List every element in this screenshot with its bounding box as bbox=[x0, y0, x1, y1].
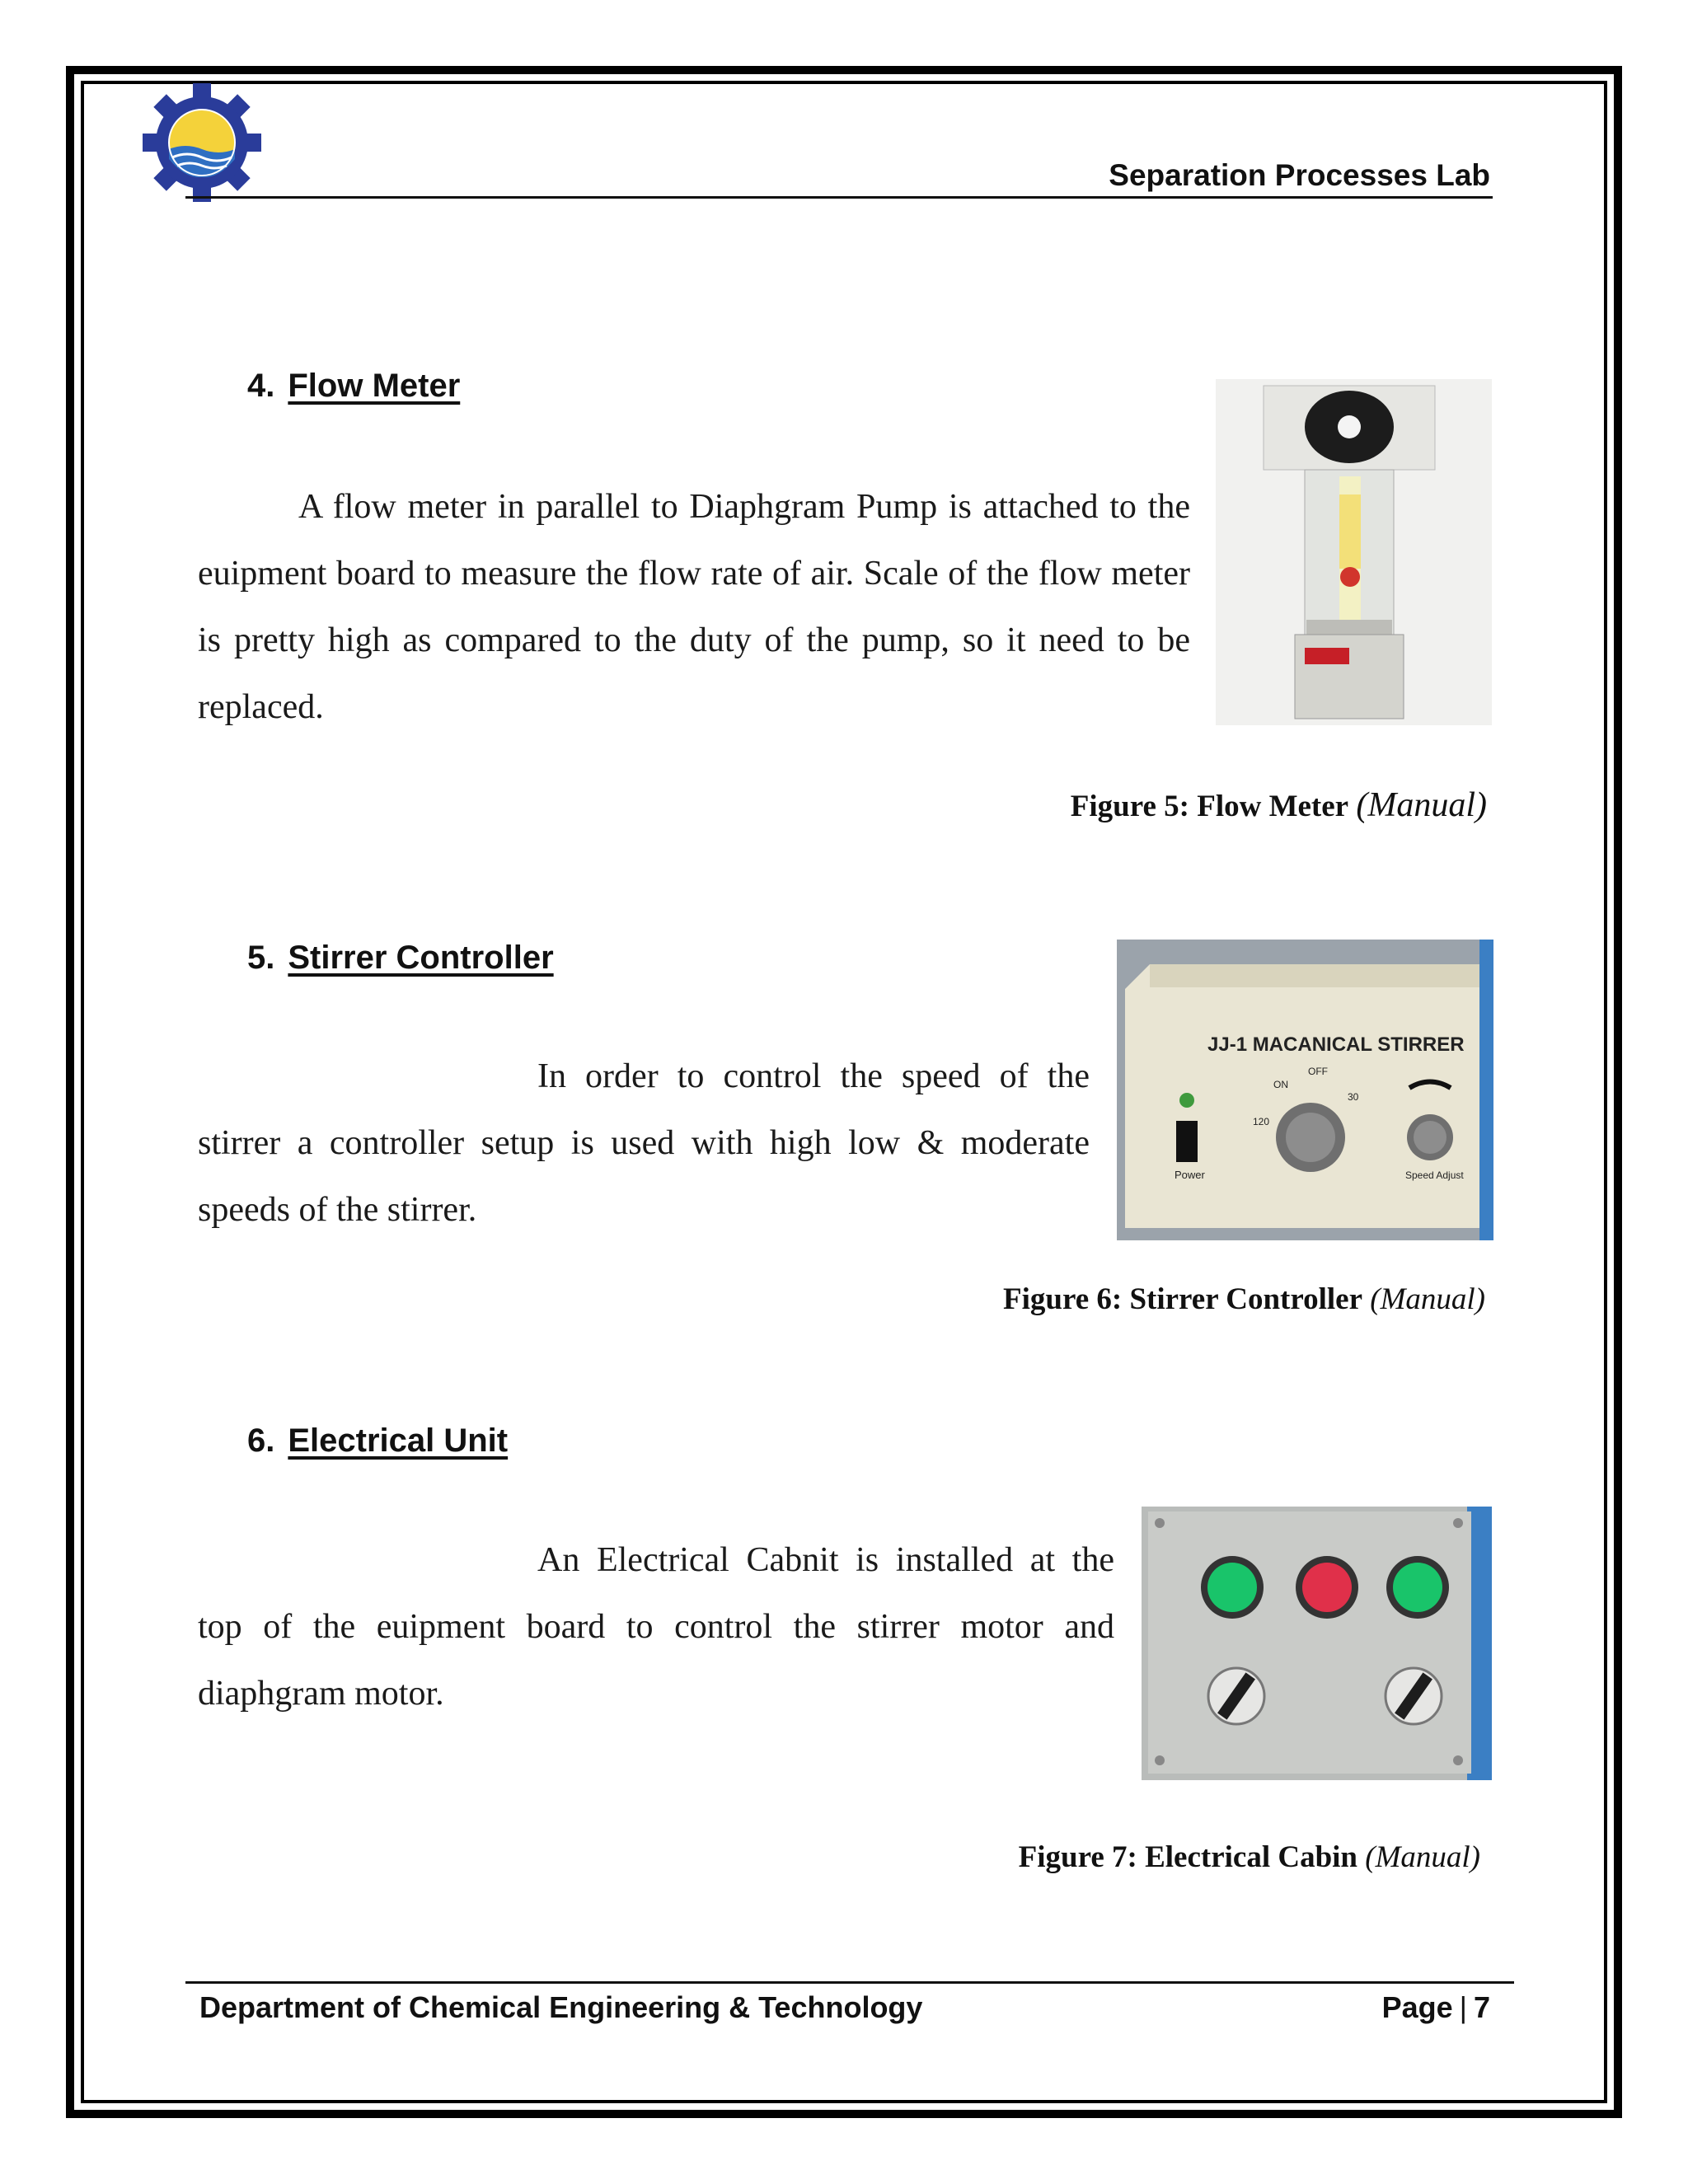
stirrer-off-label: OFF bbox=[1308, 1066, 1328, 1077]
figure-5-caption bbox=[1071, 785, 1487, 825]
page-label: Page bbox=[1381, 1990, 1453, 2024]
flow-meter-photo bbox=[1216, 379, 1492, 725]
page-number: 7 bbox=[1473, 1990, 1490, 2024]
section-title: Flow Meter bbox=[288, 368, 461, 404]
section-title: Stirrer Controller bbox=[288, 940, 554, 976]
stirrer-controller-photo bbox=[1117, 940, 1493, 1240]
figure-7-caption bbox=[1019, 1840, 1480, 1875]
university-logo bbox=[140, 81, 264, 204]
figure-note: (Manual) bbox=[1370, 1282, 1485, 1316]
stirrer-power-label: Power bbox=[1175, 1169, 1205, 1181]
electrical-unit-paragraph: An Electrical Cabnit is installed at the top of the euipment board to control the stirrer motor and diaphgram motor. bbox=[198, 1541, 1114, 1713]
stirrer-mark-30: 30 bbox=[1348, 1091, 1359, 1103]
section-number: 5. bbox=[247, 940, 275, 976]
stirrer-mark-120: 120 bbox=[1253, 1116, 1270, 1127]
flow-meter-paragraph: A flow meter in parallel to Diaphgram Pump is attached to the euipment board to measure the flow rate of air. Scale of the flow meter is pretty high as compared to the duty of the pump, so it need to be replaced. bbox=[198, 488, 1190, 726]
stirrer-on-label: ON bbox=[1273, 1079, 1288, 1090]
header-title: Separation Processes Lab bbox=[1109, 158, 1490, 192]
electrical-cabin-photo bbox=[1142, 1507, 1492, 1780]
footer-department: Department of Chemical Engineering & Technology bbox=[199, 1990, 923, 2024]
stirrer-brand-text: JJ-1 MACANICAL STIRRER bbox=[1207, 1033, 1465, 1056]
stirrer-controller-paragraph: In order to control the speed of the stirrer a controller setup is used with high low & moderate speeds of the stirrer. bbox=[198, 1057, 1090, 1229]
section-number: 6. bbox=[247, 1422, 275, 1459]
stirrer-speed-label: Speed Adjust bbox=[1405, 1169, 1464, 1181]
section-heading-stirrer-controller bbox=[247, 940, 554, 977]
figure-label: Figure 5: Flow Meter bbox=[1070, 790, 1349, 823]
footer-rule bbox=[185, 1981, 1514, 1984]
section-title: Electrical Unit bbox=[288, 1422, 509, 1459]
footer-page-number bbox=[1382, 1990, 1490, 2025]
figure-6-caption bbox=[1003, 1282, 1485, 1317]
section-heading-electrical-unit bbox=[247, 1422, 508, 1460]
header-rule bbox=[185, 196, 1493, 199]
figure-note: (Manual) bbox=[1356, 786, 1487, 824]
figure-note: (Manual) bbox=[1365, 1840, 1480, 1874]
section-number: 4. bbox=[247, 368, 275, 404]
figure-label: Figure 7: Electrical Cabin bbox=[1018, 1840, 1357, 1874]
figure-label: Figure 6: Stirrer Controller bbox=[1002, 1282, 1362, 1316]
page-separator: | bbox=[1459, 1990, 1467, 2024]
section-heading-flow-meter bbox=[247, 368, 460, 405]
